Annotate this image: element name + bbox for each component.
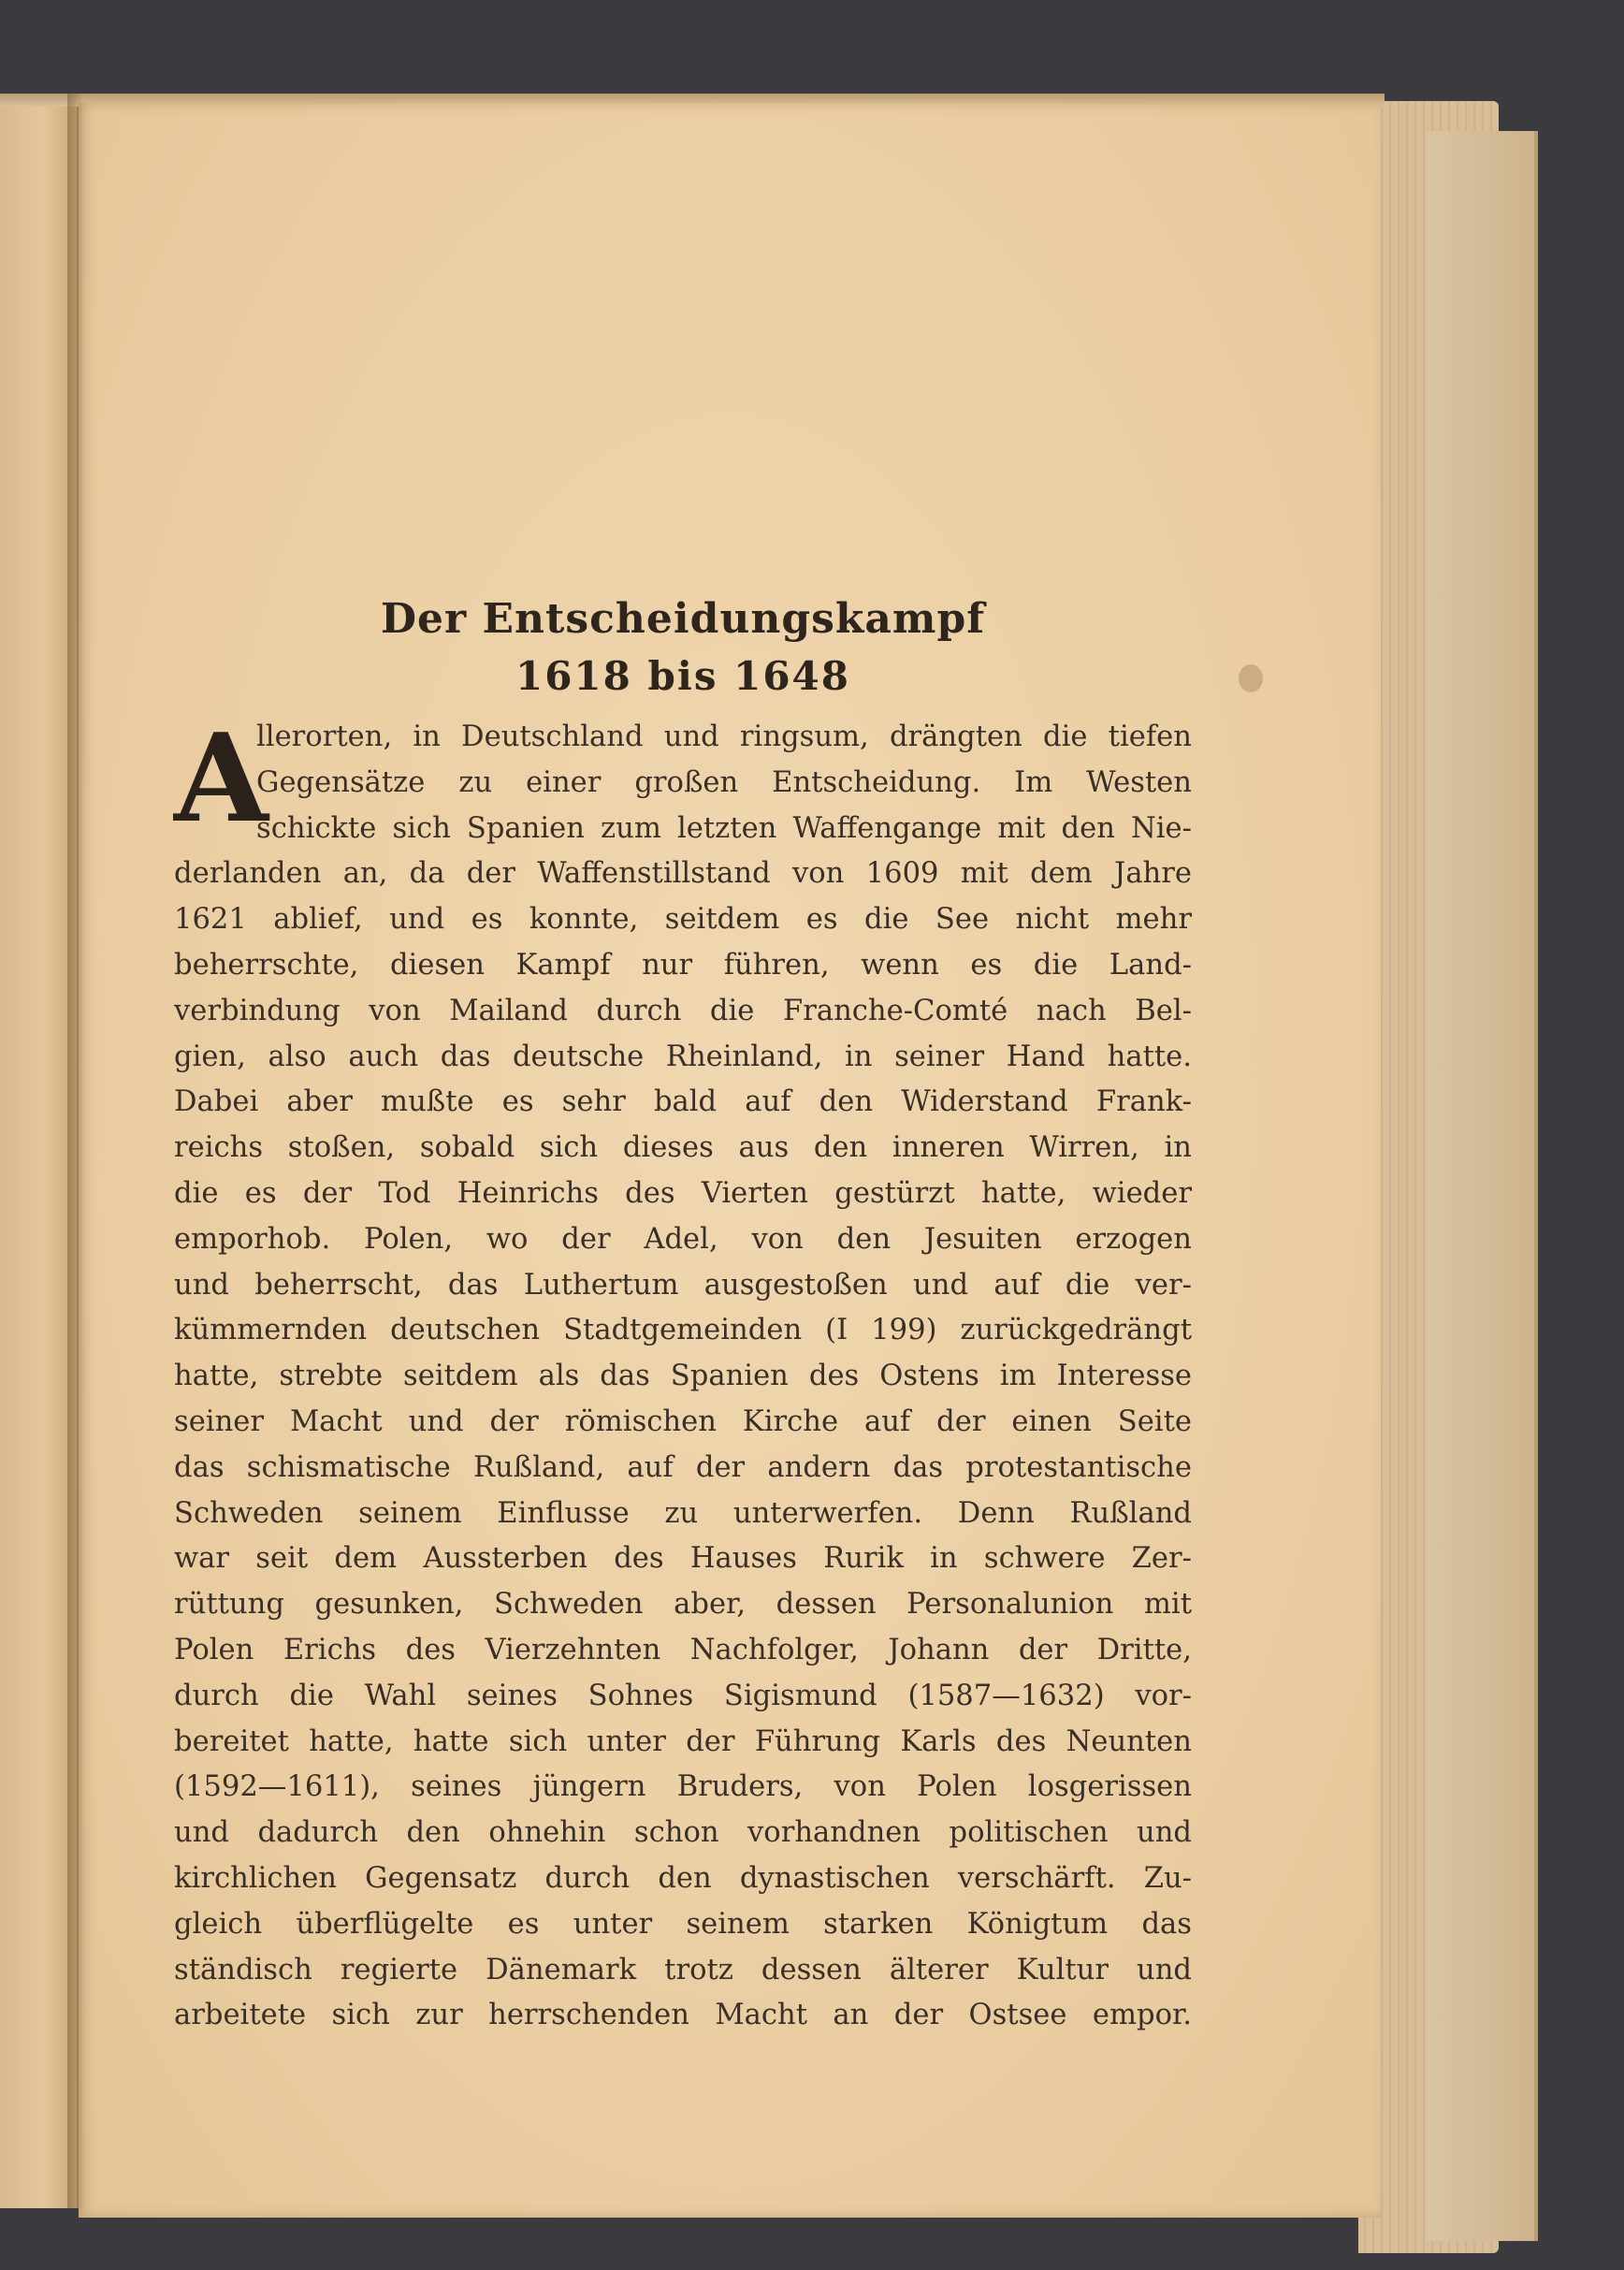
text-line: und dadurch den ohnehin schon vorhandnen politischen und <box>174 1816 1192 1850</box>
text-line: hatte, strebte seitdem als das Spanien des Ostens im Interesse <box>174 1360 1192 1393</box>
chapter-title: Der Entscheidungskampf <box>380 595 986 643</box>
text-line: ständisch regierte Dänemark trotz dessen älterer Kultur und <box>174 1953 1192 1986</box>
text-line: gien, also auch das deutsche Rheinland, in seiner Hand hatte. <box>174 1040 1192 1073</box>
text-line: schickte sich Spanien zum letzten Waffengange mit den Nie- <box>256 811 1192 845</box>
text-line: reichs stoßen, sobald sich dieses aus den inneren Wirren, in <box>174 1131 1192 1165</box>
text-line: durch die Wahl seines Sohnes Sigismund (1587—1632) vor- <box>174 1679 1192 1712</box>
drop-cap: A <box>174 706 268 850</box>
text-line: (1592—1611), seines jüngern Bruders, von Polen losgerissen <box>174 1770 1192 1804</box>
text-line: Polen Erichs des Vierzehnten Nachfolger, Johann der Dritte, <box>174 1633 1192 1666</box>
text-line: arbeitete sich zur herrschenden Macht an der Ostsee empor. <box>174 1999 1192 2032</box>
text-line: gleich überflügelte es unter seinem starken Königtum das <box>174 1907 1192 1941</box>
text-line: das schismatische Rußland, auf der andern das protestantische <box>174 1450 1192 1484</box>
text-line: seiner Macht und der römischen Kirche auf der einen Seite <box>174 1404 1192 1438</box>
text-line: die es der Tod Heinrichs des Vierten gestürzt hatte, wieder <box>174 1176 1192 1210</box>
text-line: llerorten, in Deutschland und ringsum, drängten die tiefen <box>256 720 1192 753</box>
text-line: Gegensätze zu einer großen Entscheidung. Im Westen <box>256 765 1192 799</box>
page-text-block <box>174 591 1192 2039</box>
text-line: beherrschte, diesen Kampf nur führen, wenn es die Land- <box>174 948 1192 982</box>
spine-shadow <box>67 94 84 2208</box>
body-text <box>174 706 1192 2039</box>
text-line: und beherrscht, das Luthertum ausgestoßen und auf die ver- <box>174 1268 1192 1302</box>
text-line: emporhob. Polen, wo der Adel, von den Jesuiten erzogen <box>174 1222 1192 1256</box>
text-line: derlanden an, da der Waffenstillstand von 1609 mit dem Jahre <box>174 857 1192 891</box>
paper-stain <box>1239 664 1263 692</box>
text-line: bereitet hatte, hatte sich unter der Führung Karls des Neunten <box>174 1724 1192 1758</box>
text-line: Dabei aber mußte es sehr bald auf den Widerstand Frank- <box>174 1085 1192 1119</box>
text-line: war seit dem Aussterben des Hauses Rurik in schwere Zer- <box>174 1542 1192 1576</box>
book-cover-edge <box>1427 131 1538 2241</box>
text-line: rüttung gesunken, Schweden aber, dessen Personalunion mit <box>174 1588 1192 1622</box>
text-line: kümmernden deutschen Stadtgemeinden (I 199) zurückgedrängt <box>174 1314 1192 1347</box>
chapter-years: 1618 bis 1648 <box>515 653 850 699</box>
text-line: Schweden seinem Einflusse zu unterwerfen. Denn Rußland <box>174 1496 1192 1530</box>
text-line: 1621 ablief, und es konnte, seitdem es die See nicht mehr <box>174 903 1192 937</box>
text-line: verbindung von Mailand durch die Franche-Comté nach Bel- <box>174 994 1192 1027</box>
text-line: kirchlichen Gegensatz durch den dynastischen verschärft. Zu- <box>174 1861 1192 1895</box>
